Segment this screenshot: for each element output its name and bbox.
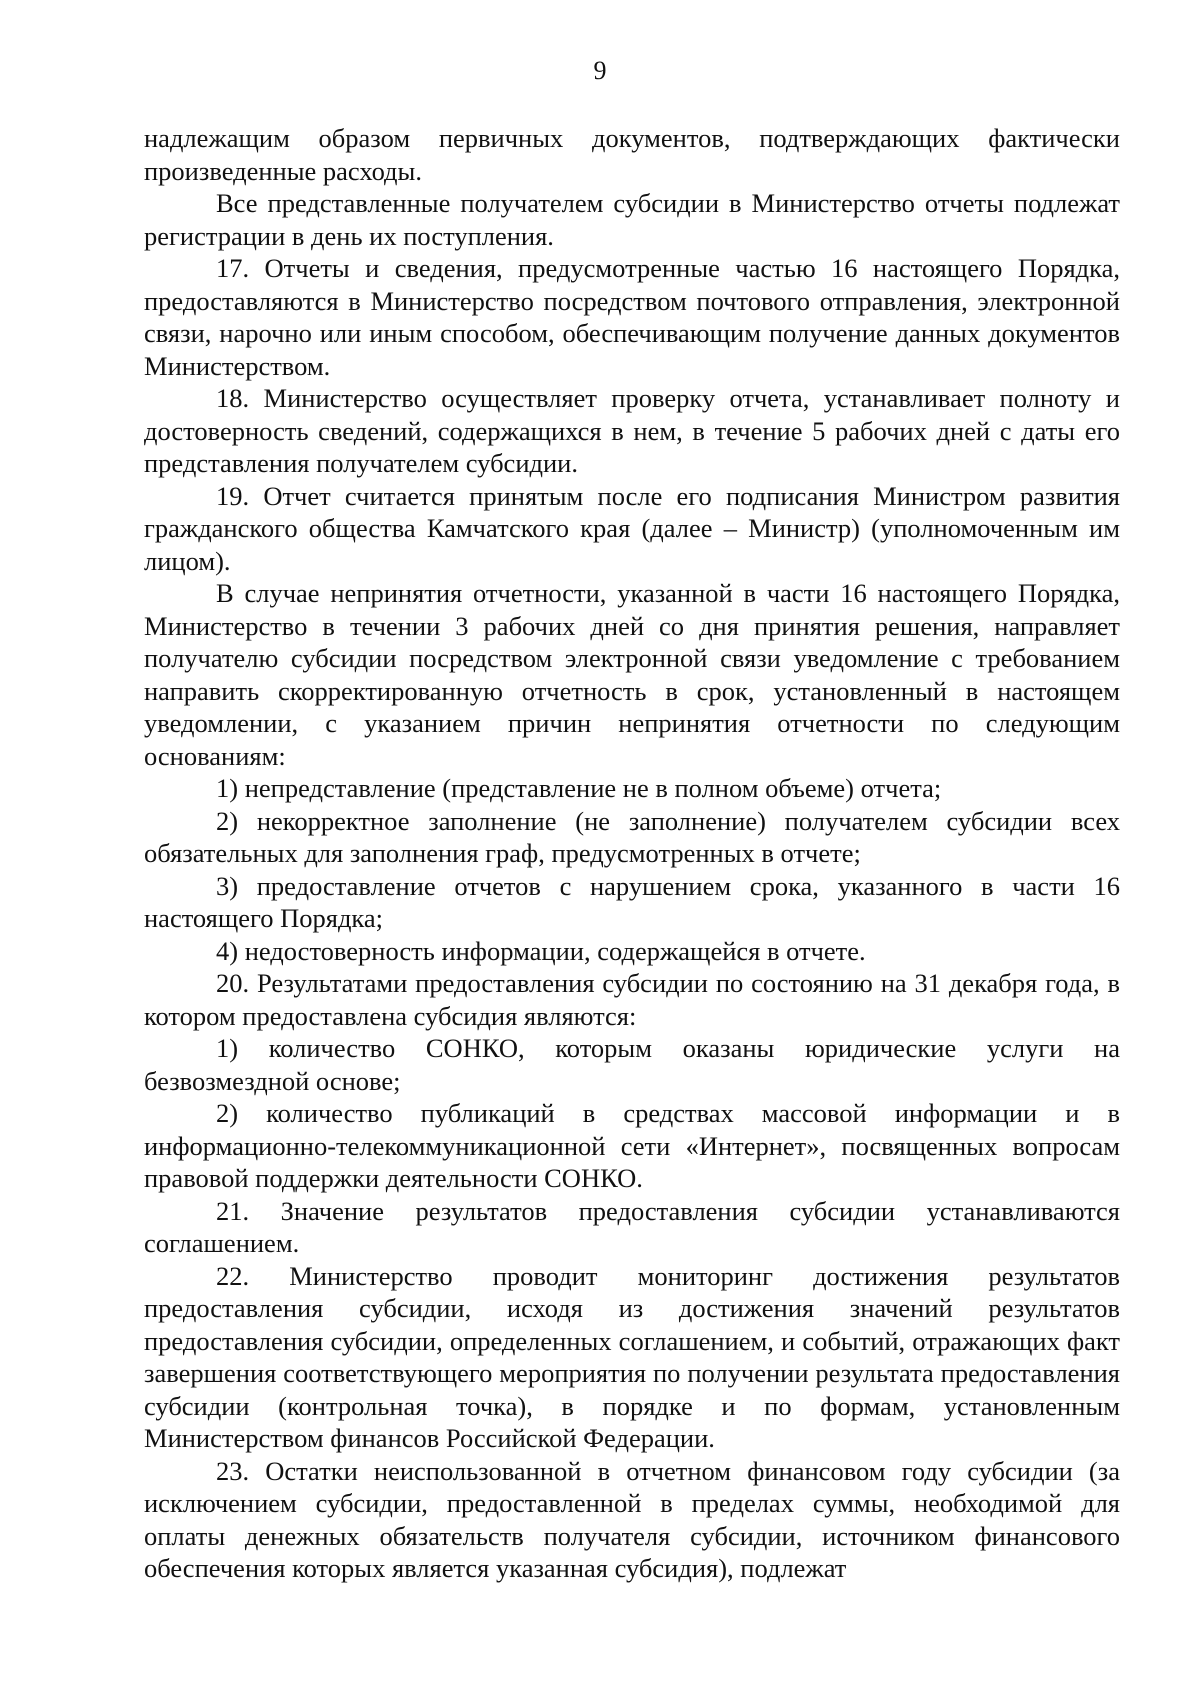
paragraph: Все представленные получателем субсидии в Министерство отчеты подлежат регистрации в день их поступления. [144, 188, 1120, 251]
paragraph: 19. Отчет считается принятым после его подписания Министром развития гражданского общества Камчатского края (далее – Министр) (уполномоченным им лицом). [144, 480, 1120, 576]
paragraph: 20. Результатами предоставления субсидии по состоянию на 31 декабря года, в котором предоставлена субсидия являются: [144, 968, 1120, 1031]
paragraph: В случае непринятия отчетности, указанной в части 16 настоящего Порядка, Министерство в течении 3 рабочих дней со дня принятия решения, направляет получателю субсидии посредством электронной связи уведомление с требованием направить скорректированную отчетность в срок, установленный в настоящем уведомлении, с указанием причин непринятия отчетности по следующим основаниям: [144, 578, 1120, 771]
page-number: 9 [593, 56, 607, 85]
paragraph: 22. Министерство проводит мониторинг достижения результатов предоставления субсидии, исходя из достижения значений результатов предоставления субсидии, определенных соглашением, и событий, отражающих факт завершения соответствующего мероприятия по получении результата предоставления субсидии (контрольная точка), в порядке и по формам, установленным Министерством финансов Российской Федерации. [144, 1260, 1120, 1453]
paragraph: 17. Отчеты и сведения, предусмотренные частью 16 настоящего Порядка, предоставляются в Министерство посредством почтового отправления, электронной связи, нарочно или иным способом, обеспечивающим получение данных документов Министерством. [144, 253, 1120, 381]
paragraph: 23. Остатки неиспользованной в отчетном финансовом году субсидии (за исключением субсидии, предоставленной в пределах суммы, необходимой для оплаты денежных обязательств получателя субсидии, источником финансового обеспечения которых является указанная субсидия), подлежат [144, 1455, 1120, 1583]
document-body [144, 122, 1120, 1585]
list-item: 2) количество публикаций в средствах массовой информации и в информационно-телекоммуникационной сети «Интернет», посвященных вопросам правовой поддержки деятельности СОНКО. [144, 1098, 1120, 1193]
paragraph: 21. Значение результатов предоставления субсидии устанавливаются соглашением. [144, 1195, 1120, 1258]
list-item: 3) предоставление отчетов с нарушением срока, указанного в части 16 настоящего Порядка; [144, 870, 1120, 933]
paragraph: 18. Министерство осуществляет проверку отчета, устанавливает полноту и достоверность сведений, содержащихся в нем, в течение 5 рабочих дней с даты его представления получателем субсидии. [144, 383, 1120, 478]
list-item: 1) количество СОНКО, которым оказаны юридические услуги на безвозмездной основе; [144, 1033, 1120, 1096]
list-item: 4) недостоверность информации, содержащейся в отчете. [216, 935, 866, 966]
paragraph: надлежащим образом первичных документов, подтверждающих фактически произведенные расходы. [144, 123, 1120, 186]
list-item: 2) некорректное заполнение (не заполнение) получателем субсидии всех обязательных для заполнения граф, предусмотренных в отчете; [144, 805, 1120, 868]
list-item: 1) непредставление (представление не в полном объеме) отчета; [216, 773, 942, 803]
